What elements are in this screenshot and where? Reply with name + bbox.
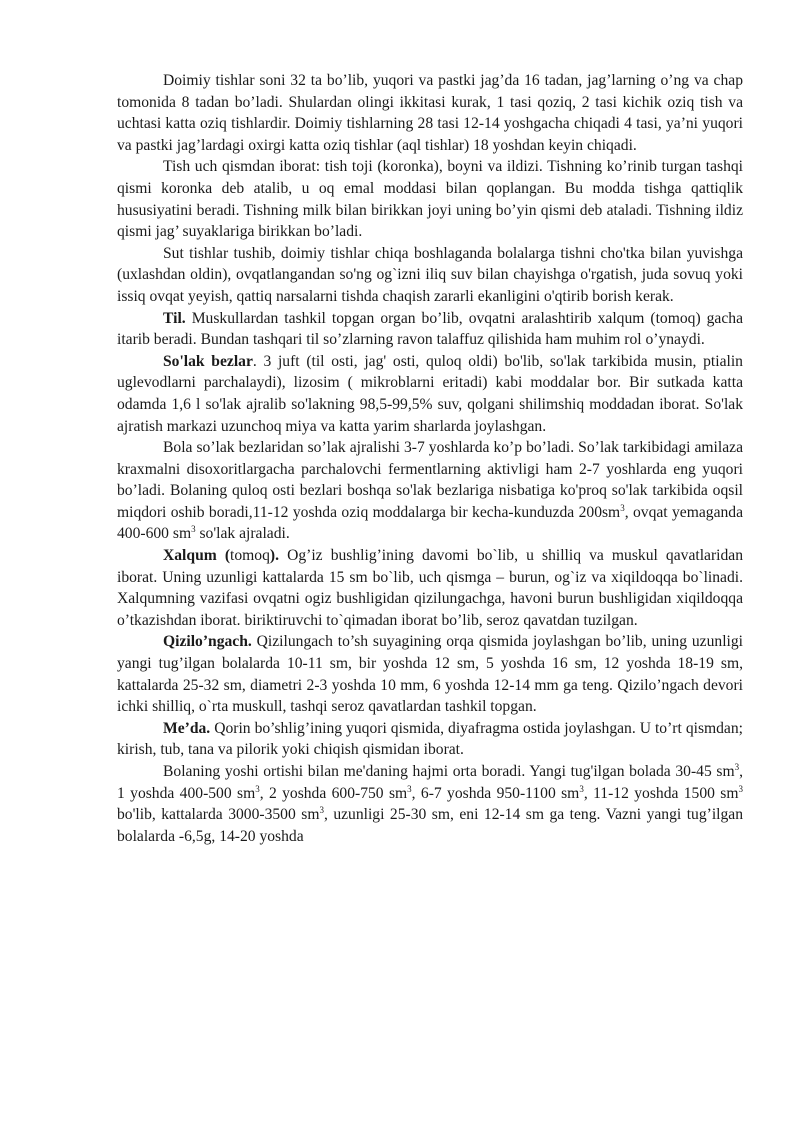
superscript-3: 3 [407, 783, 412, 794]
paragraph-child-saliva [117, 437, 743, 545]
paragraph-text: , uzunligi 25-30 sm, eni 12-14 sm ga teng. Vazni yangi tug’ilgan bolalarda -6,5g, 14-20 yoshda [117, 806, 743, 845]
section-heading-xalqum: Xalqum ( [163, 547, 231, 565]
section-heading-qizilongach: Qizilo’ngach. [163, 633, 252, 651]
paragraph-tongue [117, 308, 743, 351]
paragraph-text: , ovqat yemaganda 400-600 sm [117, 503, 744, 543]
document-page [117, 70, 743, 847]
paragraph-text: Doimiy tishlar soni 32 ta bo’lib, yuqori va pastki jag’da 16 tadan, jag’larning o’ng va chap tomonida 8 tadan bo’ladi. Shulardan olingi ikkitasi kurak, 1 tasi qoziq, 2 tasi kichik oziq tish va uchtasi katta oziq tishlardir. Doimiy tishlarning 28 tasi 12-14 yoshgacha chiqadi 4 tasi, ya’ni yuqori va pastki jag’lardagi oxirgi katta oziq tishlar (aql tishlar) 18 yoshdan keyin chiqadi. [117, 72, 743, 154]
superscript-3: 3 [620, 502, 625, 513]
paragraph-text: Sut tishlar tushib, doimiy tishlar chiqa boshlaganda bolalarga tishni cho'tka bilan yuvishga (uxlashdan oldin), ovqatlangandan so'ng og`izni iliq suv bilan chayishga o'rgatish, juda sovuq yoki issiq ovqat yeyish, qattiq narsalarni tishda chaqish zararli ekanligini o'qtirib borish kerak. [117, 244, 743, 305]
section-heading-xalqum-close: ). [269, 547, 279, 565]
paragraph-text: so'lak ajraladi. [195, 525, 290, 543]
paragraph-text: , 11-12 yoshda 1500 sm [583, 784, 739, 802]
superscript-3: 3 [255, 783, 260, 794]
paragraph-tooth-care [117, 243, 743, 308]
superscript-3: 3 [734, 762, 740, 772]
section-heading-meda: Me’da. [163, 719, 211, 737]
paragraph-text: Muskullardan tashkil topgan organ bo’lib, ovqatni aralashtirib xalqum (tomoq) gacha itarib beradi. Bundan tashqari til so’zlarning ravon talaffuz qilishida ham muhim rol o’ynaydi. [117, 309, 743, 349]
paragraph-text: , 2 yoshda 600-750 sm [259, 784, 408, 802]
paragraph-text: , 1 yoshda 400-500 sm [117, 763, 743, 802]
section-heading-solak-bezlar: So'lak bezlar [163, 352, 253, 370]
paragraph-text: Bolaning yoshi ortishi bilan me'daning hajmi orta boradi. Yangi tug'ilgan bolada 30-45 sm [163, 763, 735, 780]
paragraph-text: tomoq [230, 547, 270, 565]
paragraph-text: . 3 juft (til osti, jag' osti, quloq oldi) bo'lib, so'lak tarkibida musin, ptialin uglevodlarni parchalaydi), lizosim ( mikroblarni eritadi) kabi moddalar bor. Bir sutkada katta odamda 1,6 l so'lak ajralib so'lakning 98,5-99,5% suv, qolgani shilimshiq moddadan iborat. So'lak ajratish markazi uzunchoq miya va katta yarim sharlarda joylashgan. [117, 352, 743, 435]
superscript-3: 3 [738, 783, 743, 794]
superscript-3: 3 [191, 524, 196, 535]
paragraph-stomach-volume [117, 761, 743, 847]
paragraph-text: Tish uch qismdan iborat: tish toji (koronka), boyni va ildizi. Tishning ko’rinib turgan tashqi qismi koronka deb atalib, u oq emal moddasi bilan qoplangan. Bu modda tishga qattiqlik hususiyatini beradi. Tishning milk bilan birikkan joyi uning bo’yin qismi deb ataladi. Tishning ildiz qismi jag’ suyaklariga birikkan bo’ladi. [117, 158, 743, 241]
superscript-3: 3 [319, 805, 324, 816]
paragraph-text: Qorin bo’shlig’ining yuqori qismida, diyafragma ostida joylashgan. U to’rt qismdan; kirish, tub, tana va pilorik yoki chiqish qismidan iborat. [117, 719, 743, 759]
paragraph-pharynx [117, 545, 743, 631]
paragraph-text: Og’iz bushlig’ining davomi bo`lib, u shilliq va muskul qavatlaridan iborat. Uning uzunligi kattalarda 15 sm bo`lib, uch qismga – burun, og`iz va xiqildoqqa bo`linadi. Xalqumning vazifasi ovqatni ogiz bushligidan qizilungachga, havoni burun bushligidan xiqildoqqa o’tkazishdan iborat. biriktiruvchi to`qimadan iborat bo’lib, seroz qavatdan tuzilgan. [117, 547, 743, 629]
paragraph-text: , 6-7 yoshda 950-1100 sm [411, 784, 580, 802]
paragraph-tooth-structure [117, 156, 743, 242]
section-heading-til: Til. [163, 309, 186, 327]
paragraph-stomach [117, 718, 743, 761]
paragraph-salivary-glands [117, 351, 743, 437]
paragraph-esophagus [117, 631, 743, 717]
superscript-3: 3 [579, 783, 584, 794]
paragraph-permanent-teeth [117, 70, 743, 156]
paragraph-text: Bola so’lak bezlaridan so’lak ajralishi 3-7 yoshlarda ko’p bo’ladi. So’lak tarkibidagi amilaza kraxmalni disoxoritlargacha parchalovchi fermentlarning aktivligi ham 2-7 yoshlarda eng yuqori bo’ladi. Bolaning quloq osti bezlari boshqa so'lak bezlariga nisbatiga ko'proq so'lak tarkibida oqsil miqdori oshib boradi,11-12 yoshda oziq moddalarga bir kecha-kunduzda 200sm [117, 439, 743, 521]
paragraph-text: Qizilungach to’sh suyagining orqa qismida joylashgan bo’lib, uning uzunligi yangi tug’ilgan bolalarda 10-11 sm, bir yoshda 12 sm, 5 yoshda 16 sm, 12 yoshda 18-19 sm, kattalarda 25-32 sm, diametri 2-3 yoshda 10 mm, 6 yoshda 12-14 mm ga teng. Qizilo’ngach devori ichki shilliq, o`rta muskull, tashqi seroz qavatlardan tashkil topgan. [117, 633, 743, 716]
paragraph-text: bo'lib, kattalarda 3000-3500 sm [117, 806, 320, 824]
